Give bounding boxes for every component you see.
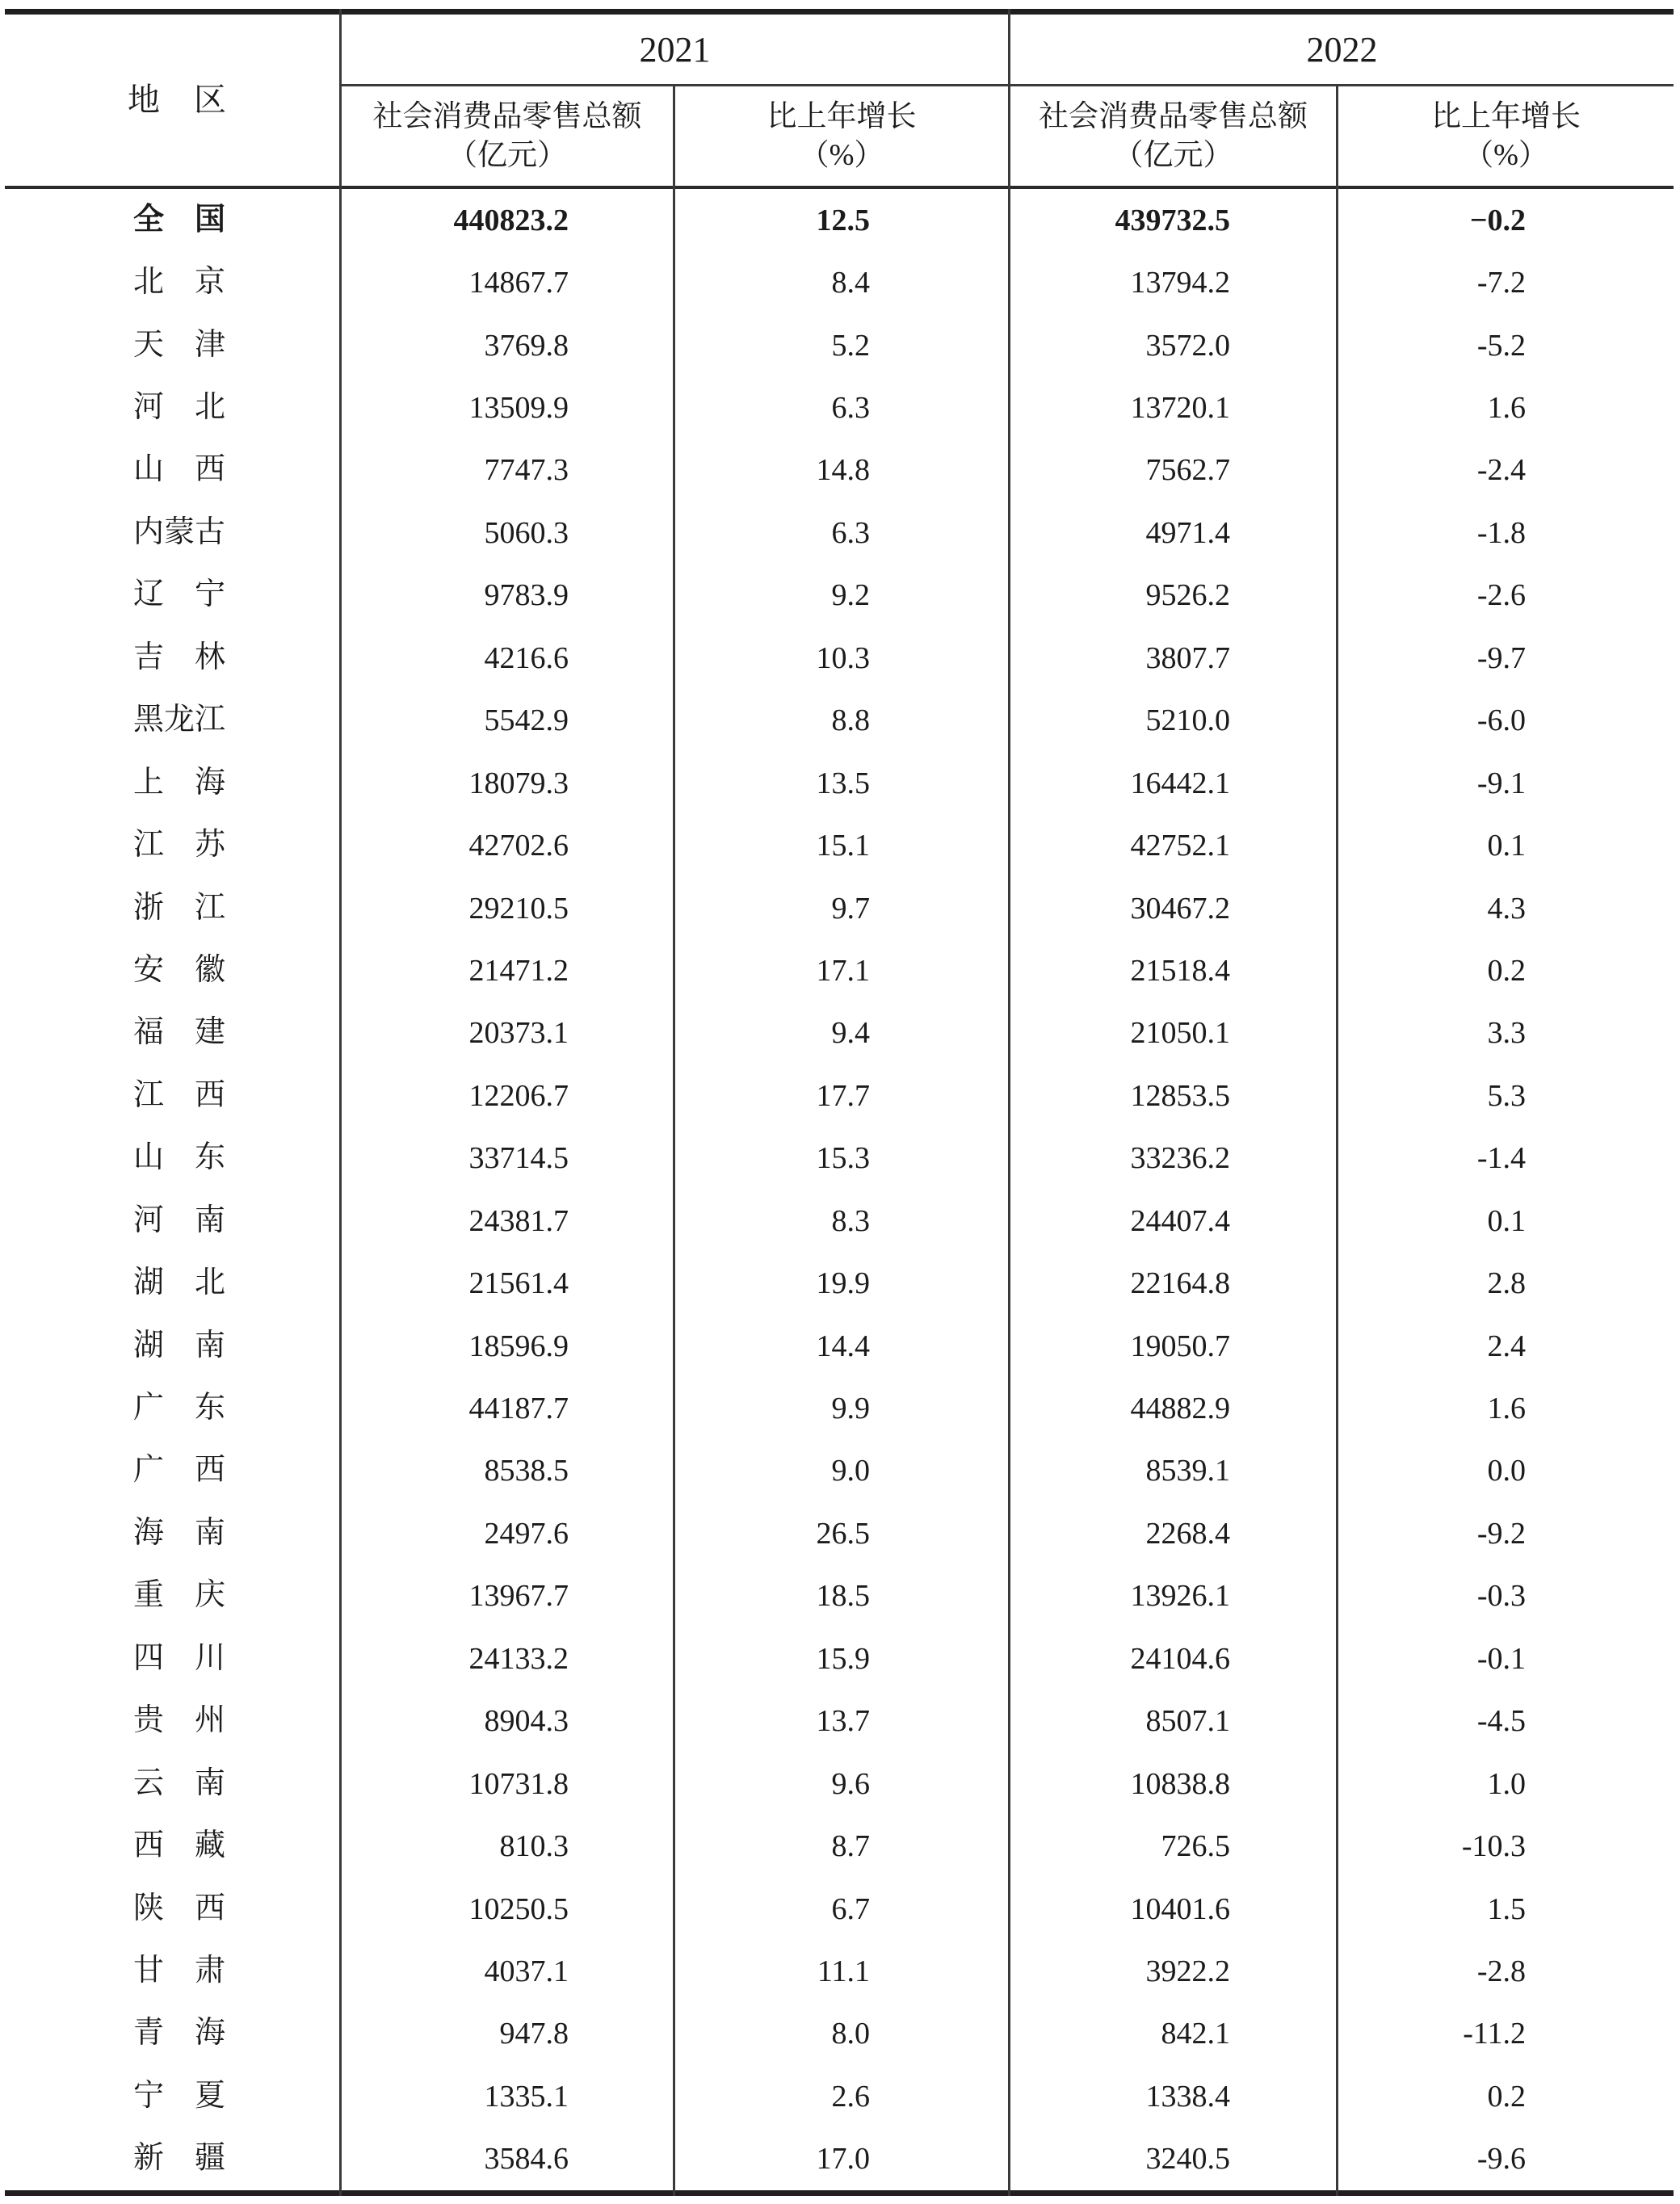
total-2022-value: 30467.2 <box>1130 891 1230 926</box>
total-2022-value: 19050.7 <box>1130 1329 1230 1363</box>
table-row <box>0 2065 1680 2127</box>
growth-2022-value: 0.1 <box>1487 829 1526 863</box>
region-name: 山西 <box>133 452 225 487</box>
region-name: 浙江 <box>133 890 225 925</box>
total-2021-value: 14867.7 <box>468 266 569 300</box>
growth-2021-value: 8.7 <box>831 1829 870 1864</box>
region-name: 新疆 <box>133 2141 225 2176</box>
region-name: 青海 <box>133 2016 225 2051</box>
total-2022-value: 7562.7 <box>1145 453 1230 488</box>
region-name: 吉林 <box>133 640 225 674</box>
table-top-border <box>5 9 1674 15</box>
table-row <box>0 1252 1680 1314</box>
total-2021-value: 29210.5 <box>468 891 569 926</box>
growth-2021-value: 15.3 <box>816 1141 870 1176</box>
region-name: 天津 <box>133 327 225 362</box>
table-row <box>0 376 1680 439</box>
region-header-label: 地区 <box>128 82 226 118</box>
header-2022-total-line2: （亿元） <box>1113 138 1233 172</box>
total-2022-value: 10401.6 <box>1130 1891 1230 1926</box>
table-row <box>0 1440 1680 1502</box>
header-2021-growth <box>675 86 1008 186</box>
growth-2021-value: 17.1 <box>816 953 870 988</box>
table-row <box>0 814 1680 876</box>
table-row <box>0 565 1680 627</box>
table-row <box>0 690 1680 752</box>
growth-2022-value: 2.8 <box>1487 1266 1526 1301</box>
total-2021-value: 3769.8 <box>484 328 569 363</box>
region-name: 北京 <box>133 265 225 300</box>
table-row <box>0 1690 1680 1753</box>
table-row <box>0 877 1680 939</box>
table-rows <box>0 189 1680 2190</box>
growth-2022-value: -0.3 <box>1476 1579 1526 1614</box>
growth-2022-value: 5.3 <box>1487 1078 1526 1113</box>
table-row <box>0 2128 1680 2190</box>
growth-2021-value: 8.8 <box>831 703 870 738</box>
total-2021-value: 42702.6 <box>468 829 569 863</box>
region-name: 黑龙江 <box>133 703 226 737</box>
region-name: 海南 <box>133 1516 225 1551</box>
region-name: 广西 <box>133 1453 225 1488</box>
growth-2021-value: 19.9 <box>816 1266 870 1301</box>
growth-2022-value: -9.1 <box>1476 766 1526 800</box>
total-2022-value: 10838.8 <box>1130 1766 1230 1801</box>
table-row <box>0 1878 1680 1940</box>
header-2021-total <box>342 86 673 186</box>
table-row <box>0 1002 1680 1064</box>
region-name: 安徽 <box>133 953 225 988</box>
total-2022-value: 13926.1 <box>1130 1579 1230 1614</box>
total-2022-value: 24407.4 <box>1130 1203 1230 1238</box>
growth-2021-value: 8.0 <box>831 2017 870 2051</box>
total-2021-value: 440823.2 <box>453 203 569 237</box>
total-2021-value: 2497.6 <box>484 1516 569 1551</box>
total-2022-value: 726.5 <box>1161 1829 1230 1864</box>
total-2021-value: 9783.9 <box>484 578 569 613</box>
growth-2022-value: -4.5 <box>1476 1704 1526 1739</box>
table-row <box>0 1565 1680 1627</box>
growth-2022-value: 1.0 <box>1487 1766 1526 1801</box>
growth-2021-value: 13.5 <box>816 766 870 800</box>
growth-2021-value: 26.5 <box>816 1516 870 1551</box>
growth-2022-value: -6.0 <box>1476 703 1526 738</box>
growth-2022-value: 1.6 <box>1487 1392 1526 1426</box>
table-row <box>0 2003 1680 2065</box>
total-2021-value: 3584.6 <box>484 2142 569 2177</box>
total-2022-value: 21518.4 <box>1130 953 1230 988</box>
table-row <box>0 502 1680 564</box>
total-2022-value: 44882.9 <box>1130 1392 1230 1426</box>
table-row <box>0 627 1680 689</box>
table-row <box>0 1315 1680 1377</box>
table-row <box>0 439 1680 502</box>
growth-2021-value: 17.0 <box>816 2142 870 2177</box>
growth-2021-value: 9.0 <box>831 1454 870 1488</box>
region-name: 山东 <box>133 1140 225 1175</box>
growth-2021-value: 13.7 <box>816 1704 870 1739</box>
total-2021-value: 5060.3 <box>484 515 569 550</box>
growth-2022-value: 0.2 <box>1487 953 1526 988</box>
table-row <box>0 1377 1680 1439</box>
region-column-header <box>128 15 226 186</box>
growth-2021-value: 5.2 <box>831 328 870 363</box>
region-name: 湖北 <box>133 1266 225 1300</box>
table-row <box>0 1940 1680 2002</box>
header-2022-growth-line2: （%） <box>1464 138 1548 172</box>
growth-2021-value: 14.4 <box>816 1329 870 1363</box>
table-row <box>0 1815 1680 1877</box>
total-2021-value: 10250.5 <box>468 1891 569 1926</box>
total-2022-value: 1338.4 <box>1145 2079 1230 2114</box>
total-2022-value: 3922.2 <box>1145 1954 1230 1988</box>
growth-2021-value: 17.7 <box>816 1078 870 1113</box>
growth-2021-value: 9.4 <box>831 1016 870 1051</box>
total-2022-value: 3807.7 <box>1145 640 1230 675</box>
growth-2021-value: 9.2 <box>831 578 870 613</box>
growth-2022-value: -1.8 <box>1476 515 1526 550</box>
table-row <box>0 1502 1680 1564</box>
total-2021-value: 13967.7 <box>468 1579 569 1614</box>
total-2021-value: 4216.6 <box>484 640 569 675</box>
total-2022-value: 9526.2 <box>1145 578 1230 613</box>
growth-2021-value: 11.1 <box>817 1954 870 1988</box>
header-2021-growth-line2: （%） <box>799 138 884 172</box>
growth-2022-value: -7.2 <box>1476 266 1526 300</box>
total-2021-value: 33714.5 <box>468 1141 569 1176</box>
region-name: 重庆 <box>133 1578 225 1613</box>
total-2021-value: 21561.4 <box>468 1266 569 1301</box>
total-2021-value: 1335.1 <box>484 2079 569 2114</box>
growth-2022-value: -10.3 <box>1461 1829 1526 1864</box>
header-2022-total <box>1010 86 1336 186</box>
header-2021-total-line2: （亿元） <box>447 138 567 172</box>
growth-2022-value: -9.6 <box>1476 2142 1526 2177</box>
growth-2021-value: 15.1 <box>816 829 870 863</box>
total-2022-value: 439732.5 <box>1115 203 1230 237</box>
growth-2022-value: -9.2 <box>1476 1516 1526 1551</box>
region-name: 河北 <box>133 390 225 425</box>
total-2022-value: 3572.0 <box>1145 328 1230 363</box>
total-2021-value: 4037.1 <box>484 1954 569 1988</box>
total-2022-value: 22164.8 <box>1130 1266 1230 1301</box>
table-bottom-border <box>5 2190 1674 2196</box>
total-2021-value: 24381.7 <box>468 1203 569 1238</box>
table-row <box>0 251 1680 313</box>
total-2022-value: 33236.2 <box>1130 1141 1230 1176</box>
growth-2021-value: 18.5 <box>816 1579 870 1614</box>
total-2022-value: 24104.6 <box>1130 1641 1230 1676</box>
table-row <box>0 939 1680 1001</box>
region-name: 辽宁 <box>133 577 225 612</box>
growth-2022-value: -0.1 <box>1476 1641 1526 1676</box>
header-2022-total-line1: 社会消费品零售总额 <box>1039 99 1308 133</box>
total-2022-value: 42752.1 <box>1130 829 1230 863</box>
region-name: 贵州 <box>133 1703 225 1738</box>
total-2021-value: 44187.7 <box>468 1392 569 1426</box>
table-row <box>0 1627 1680 1690</box>
growth-2022-value: 1.5 <box>1487 1891 1526 1926</box>
growth-2022-value: -1.4 <box>1476 1141 1526 1176</box>
growth-2021-value: 6.3 <box>831 391 870 426</box>
growth-2022-value: 0.1 <box>1487 1203 1526 1238</box>
growth-2021-value: 6.3 <box>831 515 870 550</box>
region-name: 陕西 <box>133 1891 225 1925</box>
total-2021-value: 947.8 <box>499 2017 569 2051</box>
table-row <box>0 1127 1680 1190</box>
growth-2021-value: 14.8 <box>816 453 870 488</box>
total-2021-value: 5542.9 <box>484 703 569 738</box>
total-2021-value: 8904.3 <box>484 1704 569 1739</box>
growth-2022-value: -2.4 <box>1476 453 1526 488</box>
region-name: 全国 <box>133 202 225 237</box>
growth-2021-value: 6.7 <box>831 1891 870 1926</box>
region-name: 四川 <box>133 1640 225 1675</box>
total-2021-value: 21471.2 <box>468 953 569 988</box>
growth-2022-value: 4.3 <box>1487 891 1526 926</box>
region-name: 湖南 <box>133 1328 225 1362</box>
header-2021-growth-line1: 比上年增长 <box>766 99 917 133</box>
growth-2022-value: 3.3 <box>1487 1016 1526 1051</box>
total-2022-value: 4971.4 <box>1145 515 1230 550</box>
table-row <box>0 1190 1680 1252</box>
year-header-2021: 2021 <box>639 29 711 69</box>
region-name: 上海 <box>133 765 225 800</box>
region-name: 内蒙古 <box>133 515 226 550</box>
total-2021-value: 24133.2 <box>468 1641 569 1676</box>
growth-2021-value: 10.3 <box>816 640 870 675</box>
region-name: 宁夏 <box>133 2079 225 2113</box>
growth-2021-value: 15.9 <box>816 1641 870 1676</box>
total-2022-value: 3240.5 <box>1145 2142 1230 2177</box>
total-2022-value: 8507.1 <box>1145 1704 1230 1739</box>
region-name: 甘肃 <box>133 1954 225 1988</box>
region-name: 江苏 <box>133 828 225 863</box>
region-name: 广东 <box>133 1391 225 1425</box>
total-2021-value: 13509.9 <box>468 391 569 426</box>
table-row <box>0 752 1680 814</box>
table-row <box>0 1064 1680 1127</box>
total-2022-value: 21050.1 <box>1130 1016 1230 1051</box>
total-2022-value: 13720.1 <box>1130 391 1230 426</box>
total-2021-value: 18079.3 <box>468 766 569 800</box>
total-2022-value: 2268.4 <box>1145 1516 1230 1551</box>
growth-2022-value: 2.4 <box>1487 1329 1526 1363</box>
region-name: 福建 <box>133 1015 225 1050</box>
growth-2022-value: 1.6 <box>1487 391 1526 426</box>
total-2021-value: 8538.5 <box>484 1454 569 1488</box>
total-2021-value: 10731.8 <box>468 1766 569 1801</box>
growth-2022-value: -9.7 <box>1476 640 1526 675</box>
header-2022-growth <box>1338 86 1674 186</box>
growth-2021-value: 2.6 <box>831 2079 870 2114</box>
total-2021-value: 20373.1 <box>468 1016 569 1051</box>
growth-2021-value: 9.9 <box>831 1392 870 1426</box>
growth-2021-value: 8.3 <box>831 1203 870 1238</box>
total-2022-value: 12853.5 <box>1130 1078 1230 1113</box>
total-2021-value: 810.3 <box>499 1829 569 1864</box>
growth-2021-value: 12.5 <box>816 203 870 237</box>
total-2022-value: 16442.1 <box>1130 766 1230 800</box>
region-name: 西藏 <box>133 1828 225 1863</box>
total-2021-value: 12206.7 <box>468 1078 569 1113</box>
total-2021-value: 18596.9 <box>468 1329 569 1363</box>
total-2022-value: 8539.1 <box>1145 1454 1230 1488</box>
table-row <box>0 314 1680 376</box>
total-2021-value: 7747.3 <box>484 453 569 488</box>
total-2022-value: 13794.2 <box>1130 266 1230 300</box>
year-header-2022: 2022 <box>1306 29 1378 69</box>
growth-2022-value: 0.2 <box>1487 2079 1526 2114</box>
header-2022-growth-line1: 比上年增长 <box>1431 99 1581 133</box>
growth-2022-value: 0.0 <box>1487 1454 1526 1488</box>
growth-2022-value: −0.2 <box>1469 203 1526 237</box>
total-2022-value: 5210.0 <box>1145 703 1230 738</box>
growth-2022-value: -2.8 <box>1476 1954 1526 1988</box>
table-row <box>0 189 1680 251</box>
growth-2022-value: -2.6 <box>1476 578 1526 613</box>
growth-2021-value: 9.7 <box>831 891 870 926</box>
total-2022-value: 842.1 <box>1161 2017 1230 2051</box>
header-2021-total-line1: 社会消费品零售总额 <box>372 99 642 133</box>
growth-2022-value: -11.2 <box>1463 2017 1526 2051</box>
region-name: 云南 <box>133 1765 225 1800</box>
region-name: 江西 <box>133 1078 225 1112</box>
table-row <box>0 1753 1680 1815</box>
growth-2021-value: 8.4 <box>831 266 870 300</box>
growth-2021-value: 9.6 <box>831 1766 870 1801</box>
growth-2022-value: -5.2 <box>1476 328 1526 363</box>
region-name: 河南 <box>133 1203 225 1237</box>
